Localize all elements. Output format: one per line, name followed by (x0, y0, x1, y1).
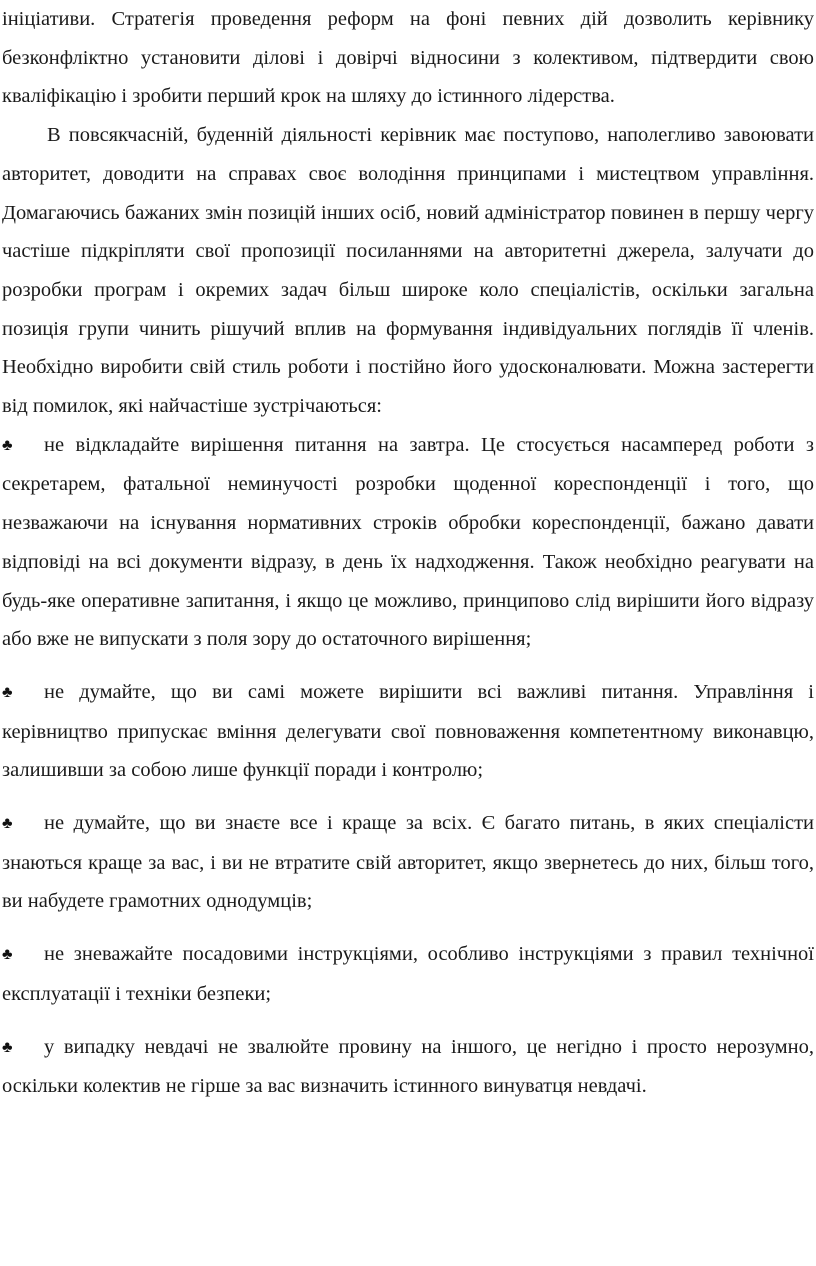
club-bullet-icon: ♣ (2, 683, 13, 701)
list-item-text: не відкладайте вирішення питання на завтра. Це стосується насамперед роботи з секретарем, фатальної неминучості розробки щоденної кореспонденції і того, що незважаючи на існування нормативних строків обробки кореспонденції, бажано давати відповіді на всі документи відразу, в день їх надходження. Також необхідно реагувати на будь-яке оперативне запитання, і якщо це можливо, принципово слід вирішити його відразу або вже не випускати з поля зору до остаточного вирішення; (2, 433, 814, 651)
club-bullet-icon: ♣ (2, 815, 13, 833)
list-item-text: не думайте, що ви знаєте все і краще за всіх. Є багато питань, в яких спеціалісти знаються краще за вас, і ви не втратите свій авторитет, якщо звернетесь до них, більш того, ви набудете грамотних однодумців; (2, 812, 814, 913)
list-item (2, 1028, 814, 1106)
club-bullet-icon: ♣ (2, 946, 13, 964)
list-item (2, 935, 814, 1013)
paragraph-body: В повсякчасній, буденній діяльності керівник має поступово, наполегливо завоювати авторитет, доводити на справах своє володіння принципами і мистецтвом управління. Домагаючись бажаних змін позицій інших осіб, новий адміністратор повинен в першу чергу частіше підкріпляти свої пропозиції посиланнями на авторитетні джерела, залучати до розробки програм і окремих задач більш широке коло спеціалістів, оскільки загальна позиція групи чинить рішучий вплив на формування індивідуальних поглядів її членів. Необхідно виробити свій стиль роботи і постійно його удосконалювати. Можна застерегти від помилок, які найчастіше зустрічаються: (2, 124, 814, 418)
paragraph-continuation: ініціативи. Стратегія проведення реформ на фоні певних дій дозволить керівнику безконфліктно установити ділові і довірчі відносини з колективом, підтвердити свою кваліфікацію і зробити перший крок на шляху до істинного лідерства. (2, 8, 814, 108)
club-bullet-icon: ♣ (2, 436, 13, 454)
club-bullet-icon: ♣ (2, 1038, 13, 1056)
list-item-text: не думайте, що ви самі можете вирішити всі важливі питання. Управління і керівництво припускає вміння делегувати свої повноваження компетентному виконавцю, залишивши за собою лише функції поради і контролю; (2, 680, 814, 782)
list-item (2, 804, 814, 921)
list-item-text: не зневажайте посадовими інструкціями, особливо інструкціями з правил технічної експлуатації і техніки безпеки; (2, 943, 814, 1005)
list-item (2, 673, 814, 790)
list-item-text: у випадку невдачі не звалюйте провину на іншого, це негідно і просто нерозумно, оскільки колектив не гірше за вас визначить істинного винуватця невдачі. (2, 1035, 814, 1098)
list-item (2, 426, 814, 659)
